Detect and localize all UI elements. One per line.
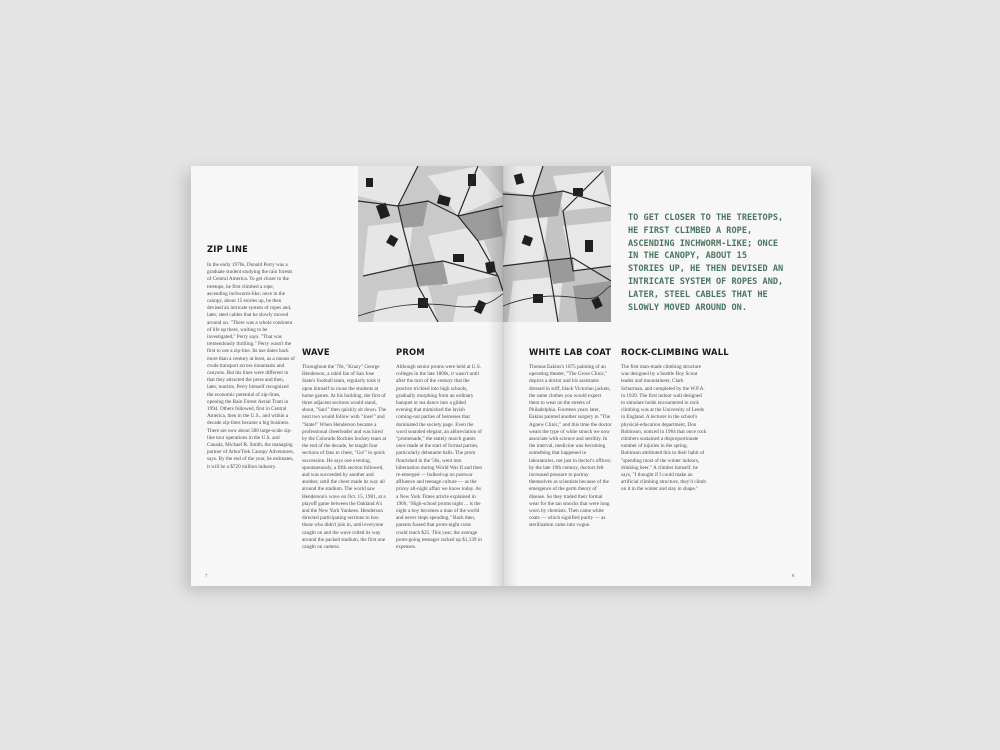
prom-heading: PROM — [396, 347, 425, 357]
left-page-number: 7 — [205, 573, 208, 578]
prom-body: Although senior proms were held at U.S. colleges in the late 1800s, it wasn't until after the turn of the century that the practice trickled into high schools, gradually morphing from an ordinary banquet or tea dance into a gilded evening that mimicked the lavish coming-out parties of heiresses that dominated the society page. Even the word sounded elegant, an abbreviation of "promenade," the stately march guests once made at the start of formal parties, particularly debutante balls. The prom flourished in the '50s, went into hibernation during World War II and then re-emerged — bulked-up on postwar affluence and teenage culture — as the pricey all-night affair we know today. As a New York Times article explained in 1960, "High-school proms night ... is the night a boy becomes a man of the world and never stops spending." Back then, parents fussed that prom-night costs could reach $25. This year, the average prom-going teenager racked up $1,139 in expenses. — [396, 364, 482, 551]
aerial-photo-left — [358, 166, 503, 322]
wave-body: Throughout the '70s, "Krazy" George Henderson, a rabid fan of San Jose State's football team, regularly took it upon himself to rouse the students at home games. At his building, the first of three adjacent sections would stand, shout, "San!" then quickly sit down. The next two would follow with "Jose!" and "State!" When Henderson became a professional cheerleader and was hired by the Colorado Rockies hockey team at the end of the decade, he taught four sections of fans to cheer, "Go!" in quick succession. He says one evening, spontaneously, a fifth section followed, and was succeeded by another and another, until the cheer made its way all around the stadium. The world saw Henderson's wave on Oct. 15, 1981, at a playoff game between the Oakland A's and the New York Yankees. Henderson directed participating sections to boo those who didn't join in, until everyone caught on and the wave rolled its way around the packed stadium, the first one caught on camera. — [302, 364, 387, 551]
rock-climbing-wall-body: The first man-made climbing structure was designed by a Seattle Boy Scout leader and mountaineer, Clark Schurman, and completed by the W.P.A. in 1939. The first indoor wall designed to simulate holds encountered in rock climbing was at the University of Leeds in England. A lecturer in the school's physical-education department, Don Robinson, noticed in 1964 that once rock climbers sustained a disproportionate number of injuries in the spring. Robinson attributed this to their habit of "spending most of the winter indoors, drinking beer." A climber himself, he says, "I thought if I could make an artificial climbing structure, they'd climb on it in the winter and stay in shape." — [621, 364, 707, 493]
white-lab-coat-heading: WHITE LAB COAT — [529, 347, 612, 357]
zip-line-heading: ZIP LINE — [207, 244, 249, 254]
white-lab-coat-body: Thomas Eakins's 1875 painting of an operating theater, "The Gross Clinic," depicts a doctor and his assistants dressed in stiff, black Victorian jackets, the same clothes you would expect them to wear on the streets of Philadelphia. Fourteen years later, Eakins painted another surgery in "The Agnew Clinic," and this time the doctor wears the type of white smock we now associate with science and sterility. In the interval, medicine was becoming something that happened in laboratories, not just in doctor's offices; by the late 19th century, doctors felt increased pressure to portray themselves as scientists because of the emergence of the germ theory of disease. So they traded their formal wear for the tan smocks that were long worn by chemists. Then came white coats — which signified purity — as sterilization came into vogue. — [529, 364, 612, 529]
zip-line-body: In the early 1970s, Donald Perry was a graduate student studying the rain forests of Central America. To get closer to the treetops, he first climbed a rope, ascending inchworm-like; once in the canopy, about 15 stories up, he then devised an intricate system of ropes and, later, steel cables that he slowly moved around on. "There was a whole continent of life up there, waiting to be investigated," Perry says. "That was tremendously thrilling." Perry wasn't the first to use a zip-line. Its use dates back more than a century at least, as a means of crude transport across mountains and canyons. But his lines were different in that they attracted the press and then, later, tourists. Perry himself recognized the economic potential of zip-lines, opening the Rain Forest Aerial Tram in 1994. Others followed, first in Central America, then in the U.S., and within a decade zip-lines became a big business. There are now about 500 large-scale zip-line tour operations in the U.S. and Canada, Michael R. Smith, the managing partner of ArborTrek Canopy Adventures, says. By the end of the year, he estimates, it will be a $720 million industry. — [207, 262, 295, 470]
pull-quote: TO GET CLOSER TO THE TREETOPS, HE FIRST CLIMBED A ROPE, ASCENDING INCHWORM-LIKE; ONCE IN THE CANOPY, ABOUT 15 STORIES UP, HE THEN DEVISED AN INTRICATE SYSTEM OF ROPES AND, LATER, STEEL CABLES THAT HE SLOWLY MOVED AROUND ON. — [628, 213, 784, 313]
aerial-photo-right — [503, 166, 611, 322]
rock-climbing-wall-heading: ROCK-CLIMBING WALL — [621, 347, 729, 357]
wave-heading: WAVE — [302, 347, 330, 357]
right-page-number: 8 — [792, 573, 795, 578]
